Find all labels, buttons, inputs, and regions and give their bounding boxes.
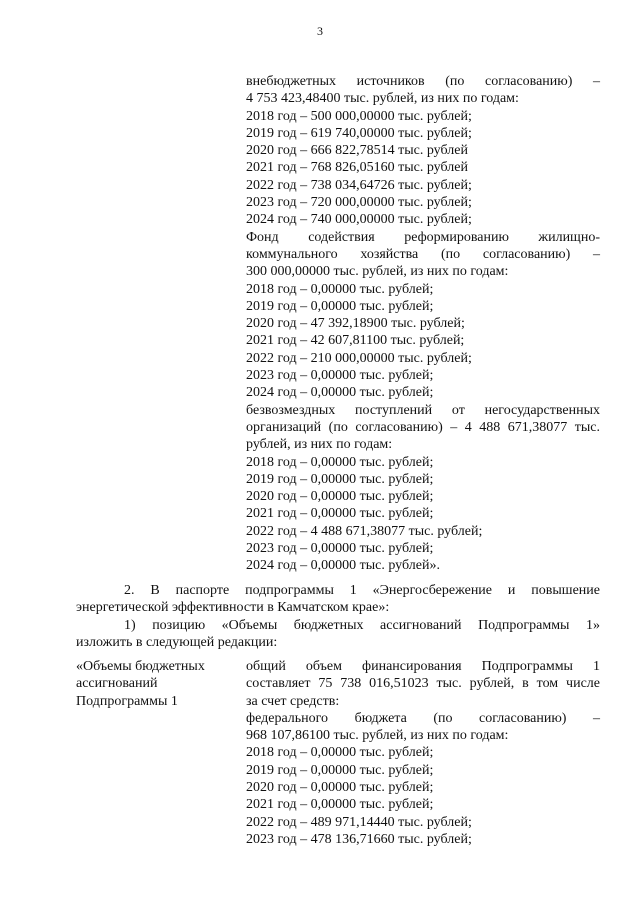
text-line: рублей, из них по годам: bbox=[246, 437, 393, 453]
text-line: 2021 год – 0,00000 тыс. рублей; bbox=[246, 506, 434, 522]
section-2-line: 2. В паспорте подпрограммы 1 «Энергосбережение и повышение bbox=[124, 583, 600, 598]
text-line: 2018 год – 500 000,00000 тыс. рублей; bbox=[246, 108, 472, 124]
table-label-line: ассигнований bbox=[76, 676, 158, 692]
table-label-cell bbox=[76, 658, 236, 710]
text-line: 2019 год – 0,00000 тыс. рублей; bbox=[246, 298, 434, 314]
section-2-line: 1) позицию «Объемы бюджетных ассигнований Подпрограммы 1» bbox=[124, 617, 600, 633]
text-line: 2018 год – 0,00000 тыс. рублей; bbox=[246, 454, 434, 470]
text-line: Фонд содействия реформированию жилищно- bbox=[246, 229, 600, 245]
text-line: 2023 год – 720 000,00000 тыс. рублей; bbox=[246, 195, 472, 211]
funding-continuation-block bbox=[246, 73, 600, 575]
table-label-line: Подпрограммы 1 bbox=[76, 693, 178, 709]
table-value-line: 2022 год – 489 971,14440 тыс. рублей; bbox=[246, 814, 472, 830]
text-line: 2019 год – 0,00000 тыс. рублей; bbox=[246, 471, 434, 487]
table-value-line: федерального бюджета (по согласованию) – bbox=[246, 710, 600, 726]
text-line: 2023 год – 0,00000 тыс. рублей; bbox=[246, 541, 434, 557]
text-line: 2021 год – 42 607,81100 тыс. рублей; bbox=[246, 333, 465, 349]
section-2-line: энергетической эффективности в Камчатском крае»: bbox=[76, 600, 390, 616]
text-line: 2019 год – 619 740,00000 тыс. рублей; bbox=[246, 125, 472, 141]
text-line: коммунального хозяйства (по согласованию) – bbox=[246, 246, 600, 262]
text-line: 2024 год – 0,00000 тыс. рублей; bbox=[246, 385, 434, 401]
table-value-line: за счет средств: bbox=[246, 693, 340, 709]
table-label-line: «Объемы бюджетных bbox=[76, 659, 205, 674]
text-line: 2022 год – 4 488 671,38077 тыс. рублей; bbox=[246, 523, 483, 539]
text-line: 2020 год – 47 392,18900 тыс. рублей; bbox=[246, 316, 465, 332]
text-line: организаций (по согласованию) – 4 488 671,38077 тыс. bbox=[246, 419, 600, 435]
text-line: 2018 год – 0,00000 тыс. рублей; bbox=[246, 281, 434, 297]
text-line: 2024 год – 740 000,00000 тыс. рублей; bbox=[246, 212, 472, 228]
text-line: 2024 год – 0,00000 тыс. рублей». bbox=[246, 558, 440, 574]
table-value-cell bbox=[246, 658, 600, 848]
table-value-line: общий объем финансирования Подпрограммы 1 bbox=[246, 659, 600, 674]
text-line: 2020 год – 666 822,78514 тыс. рублей bbox=[246, 143, 468, 159]
text-line: 2022 год – 738 034,64726 тыс. рублей; bbox=[246, 177, 472, 193]
text-line: 2020 год – 0,00000 тыс. рублей; bbox=[246, 489, 434, 505]
table-value-line: составляет 75 738 016,51023 тыс. рублей, в том числе bbox=[246, 676, 600, 692]
text-line: безвозмездных поступлений от негосударственных bbox=[246, 402, 600, 418]
table-value-line: 968 107,86100 тыс. рублей, из них по годам: bbox=[246, 728, 509, 744]
table-value-line: 2018 год – 0,00000 тыс. рублей; bbox=[246, 745, 434, 761]
section-2-line: изложить в следующей редакции: bbox=[76, 634, 278, 650]
section-2-paragraph bbox=[76, 582, 600, 651]
page-number: 3 bbox=[317, 24, 323, 38]
text-line: 2021 год – 768 826,05160 тыс. рублей bbox=[246, 160, 468, 176]
text-line: 2022 год – 210 000,00000 тыс. рублей; bbox=[246, 350, 472, 366]
text-line: 4 753 423,48400 тыс. рублей, из них по годам: bbox=[246, 91, 519, 107]
table-value-line: 2019 год – 0,00000 тыс. рублей; bbox=[246, 762, 434, 778]
text-line: 2023 год – 0,00000 тыс. рублей; bbox=[246, 368, 434, 384]
table-value-line: 2021 год – 0,00000 тыс. рублей; bbox=[246, 797, 434, 813]
table-value-line: 2020 год – 0,00000 тыс. рублей; bbox=[246, 780, 434, 796]
table-value-line: 2023 год – 478 136,71660 тыс. рублей; bbox=[246, 831, 472, 847]
text-line: 300 000,00000 тыс. рублей, из них по годам: bbox=[246, 264, 509, 280]
text-line: внебюджетных источников (по согласованию) – bbox=[246, 74, 600, 89]
